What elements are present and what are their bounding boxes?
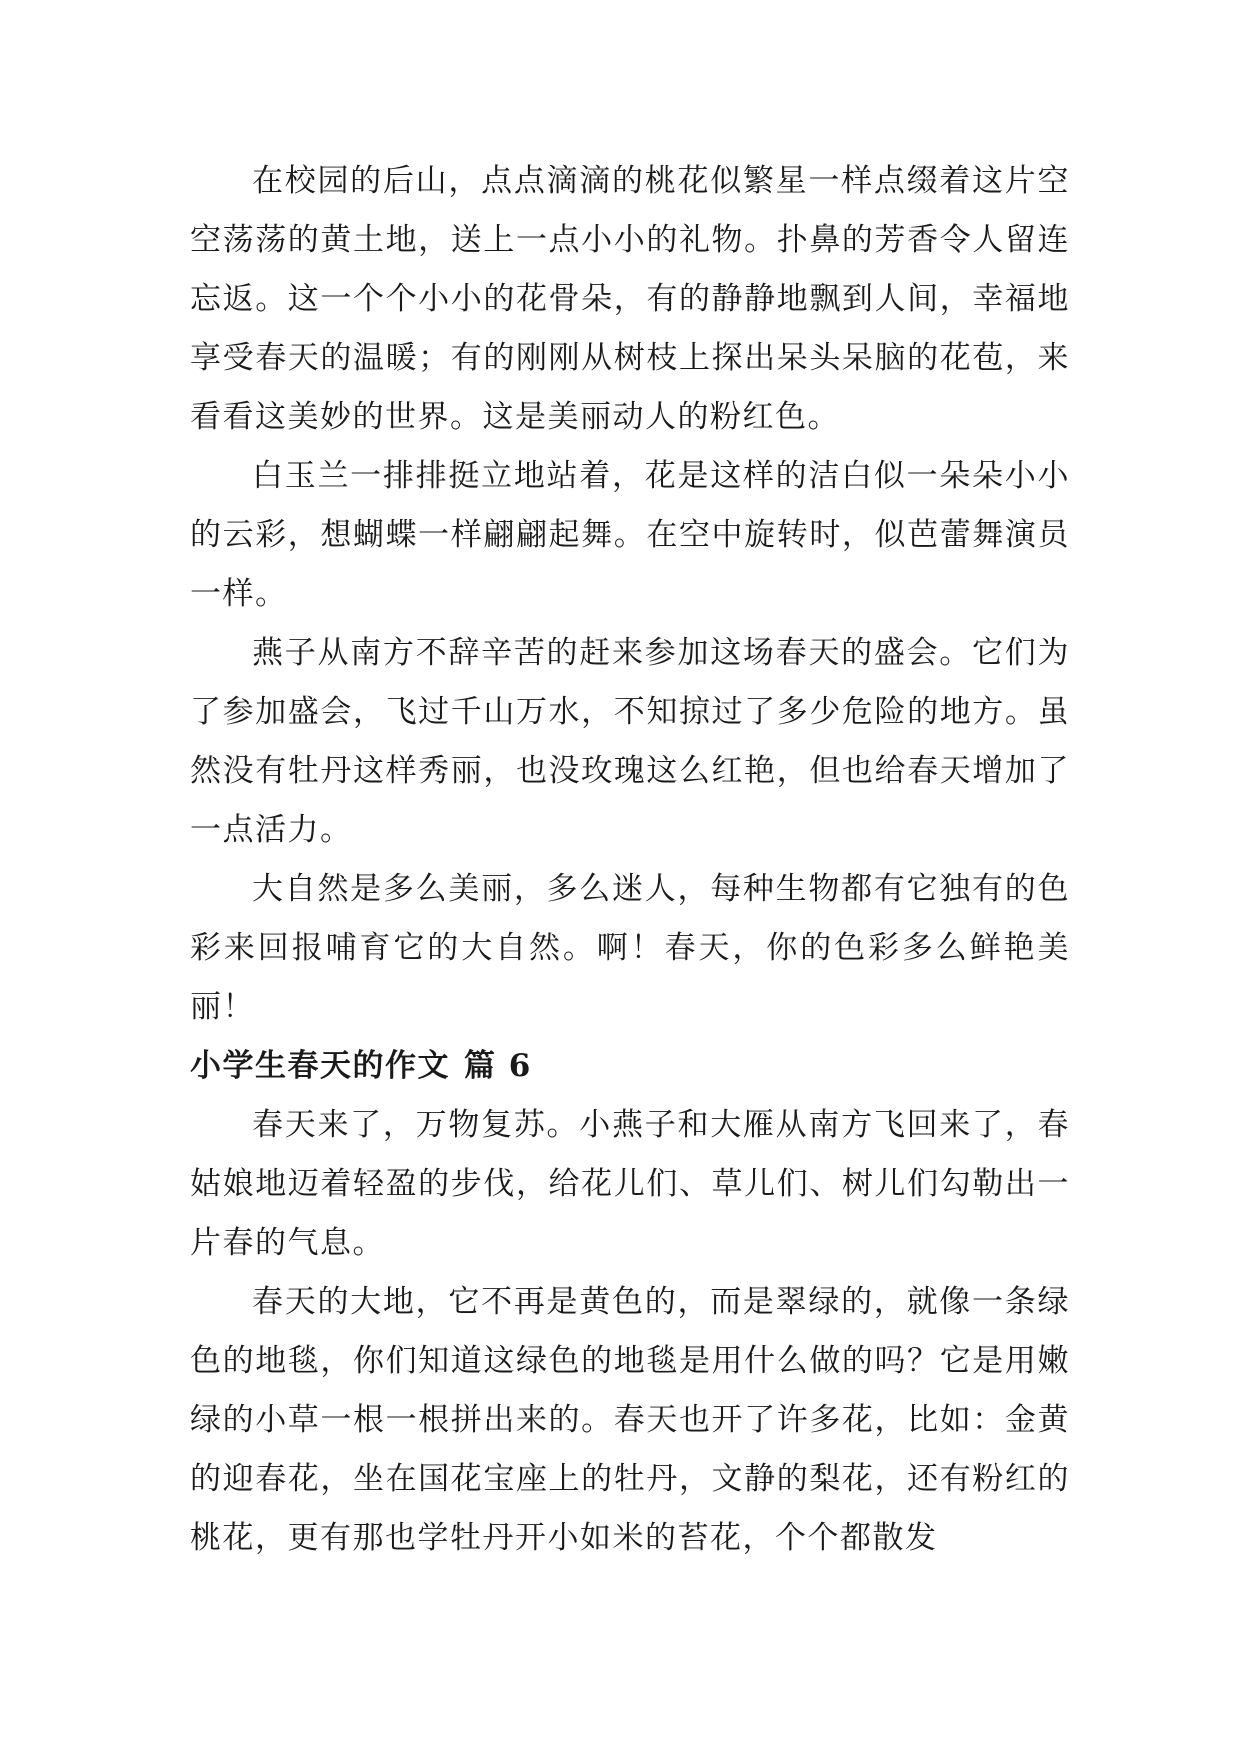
paragraph: 燕子从南方不辞辛苦的赶来参加这场春天的盛会。它们为了参加盛会，飞过千山万水，不知掠过了多少危险的地方。虽然没有牡丹这样秀丽，也没玫瑰这么红艳，但也给春天增加了一点活力。	[190, 635, 1070, 848]
document-page	[190, 152, 1070, 1568]
paragraph: 大自然是多么美丽，多么迷人，每种生物都有它独有的色彩来回报哺育它的大自然。啊！春天，你的色彩多么鲜艳美丽！	[190, 871, 1070, 1025]
section-heading	[190, 1037, 1070, 1096]
paragraph: 白玉兰一排排挺立地站着，花是这样的洁白似一朵朵小小的云彩，想蝴蝶一样翩翩起舞。在空中旋转时，似芭蕾舞演员一样。	[190, 458, 1070, 612]
heading-number: 篇 6	[464, 1048, 532, 1084]
paragraph: 春天来了，万物复苏。小燕子和大雁从南方飞回来了，春姑娘地迈着轻盈的步伐，给花儿们、草儿们、树儿们勾勒出一片春的气息。	[190, 1107, 1070, 1261]
paragraph: 春天的大地，它不再是黄色的，而是翠绿的，就像一条绿色的地毯，你们知道这绿色的地毯是用什么做的吗？它是用嫩绿的小草一根一根拼出来的。春天也开了许多花，比如：金黄的迎春花，坐在国花宝座上的牡丹，文静的梨花，还有粉红的桃花，更有那也学牡丹开小如米的苔花，个个都散发	[190, 1284, 1070, 1556]
heading-title: 小学生春天的作文	[190, 1048, 450, 1084]
paragraph: 在校园的后山，点点滴滴的桃花似繁星一样点缀着这片空空荡荡的黄土地，送上一点小小的礼物。扑鼻的芳香令人留连忘返。这一个个小小的花骨朵，有的静静地飘到人间，幸福地享受春天的温暖；有的刚刚从树枝上探出呆头呆脑的花苞，来看看这美妙的世界。这是美丽动人的粉红色。	[190, 163, 1070, 435]
